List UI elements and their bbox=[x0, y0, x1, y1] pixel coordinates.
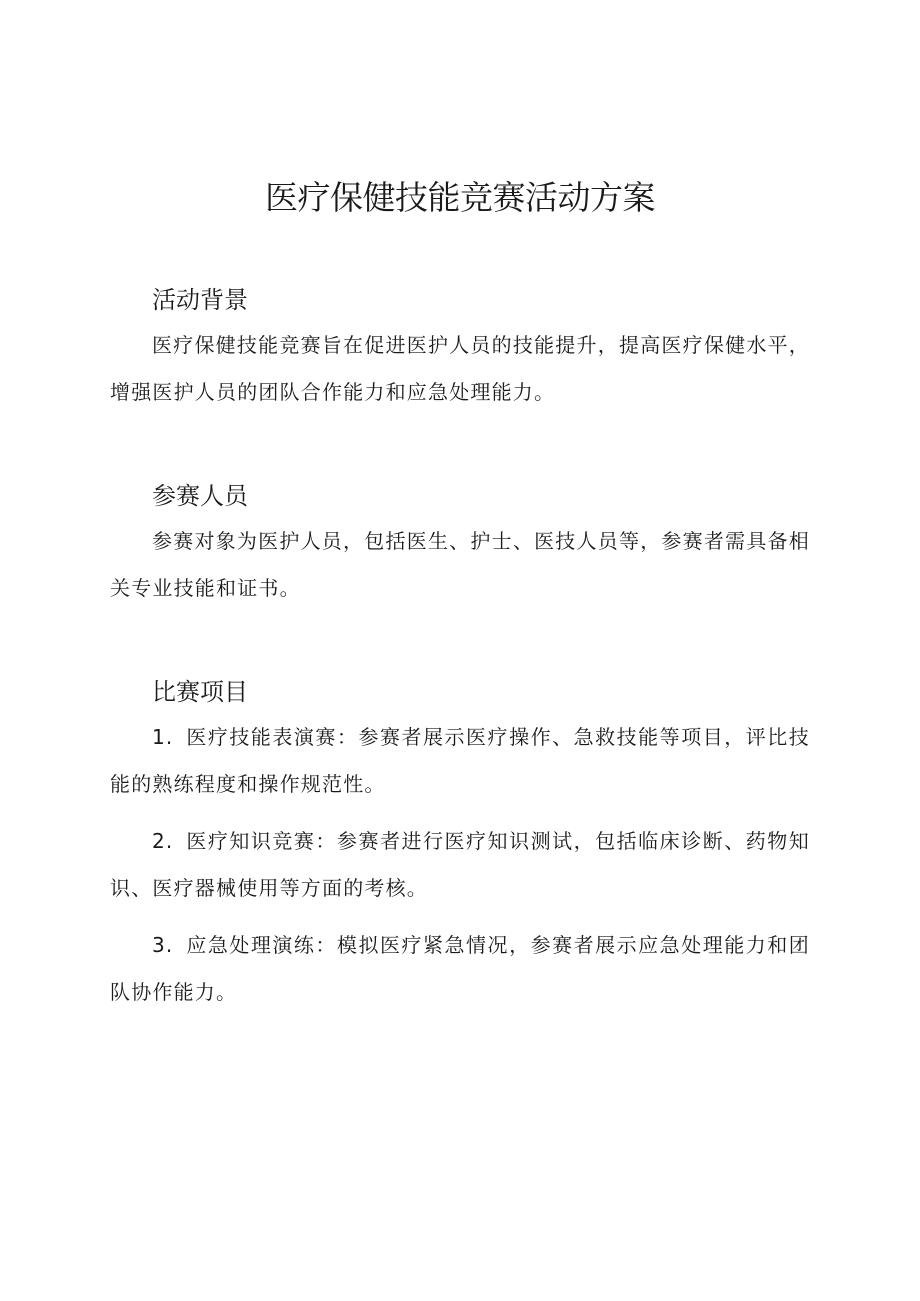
list-item-text: 应急处理演练：模拟医疗紧急情况，参赛者展示应急处理能力和团队协作能力。 bbox=[110, 933, 810, 1004]
section-participants bbox=[110, 478, 810, 612]
section-background bbox=[110, 282, 810, 416]
section-heading: 比赛项目 bbox=[152, 678, 248, 706]
section-events bbox=[110, 674, 810, 1016]
list-item bbox=[110, 818, 810, 912]
section-heading: 活动背景 bbox=[152, 286, 248, 314]
list-item bbox=[110, 922, 810, 1016]
list-item-number: 2. bbox=[152, 829, 174, 853]
list-item bbox=[110, 714, 810, 808]
list-item-text: 医疗技能表演赛：参赛者展示医疗操作、急救技能等项目，评比技能的熟练程度和操作规范性。 bbox=[110, 725, 810, 796]
list-item-text: 医疗知识竞赛：参赛者进行医疗知识测试，包括临床诊断、药物知识、医疗器械使用等方面的考核。 bbox=[110, 829, 810, 900]
paragraph: 医疗保健技能竞赛旨在促进医护人员的技能提升，提高医疗保健水平，增强医护人员的团队合作能力和应急处理能力。 bbox=[110, 333, 810, 404]
section-heading: 参赛人员 bbox=[152, 482, 248, 510]
document-title: 医疗保健技能竞赛活动方案 bbox=[265, 178, 655, 217]
paragraph: 参赛对象为医护人员，包括医生、护士、医技人员等，参赛者需具备相关专业技能和证书。 bbox=[110, 529, 810, 600]
list-item-number: 1. bbox=[152, 725, 174, 749]
list-item-number: 3. bbox=[152, 933, 174, 957]
